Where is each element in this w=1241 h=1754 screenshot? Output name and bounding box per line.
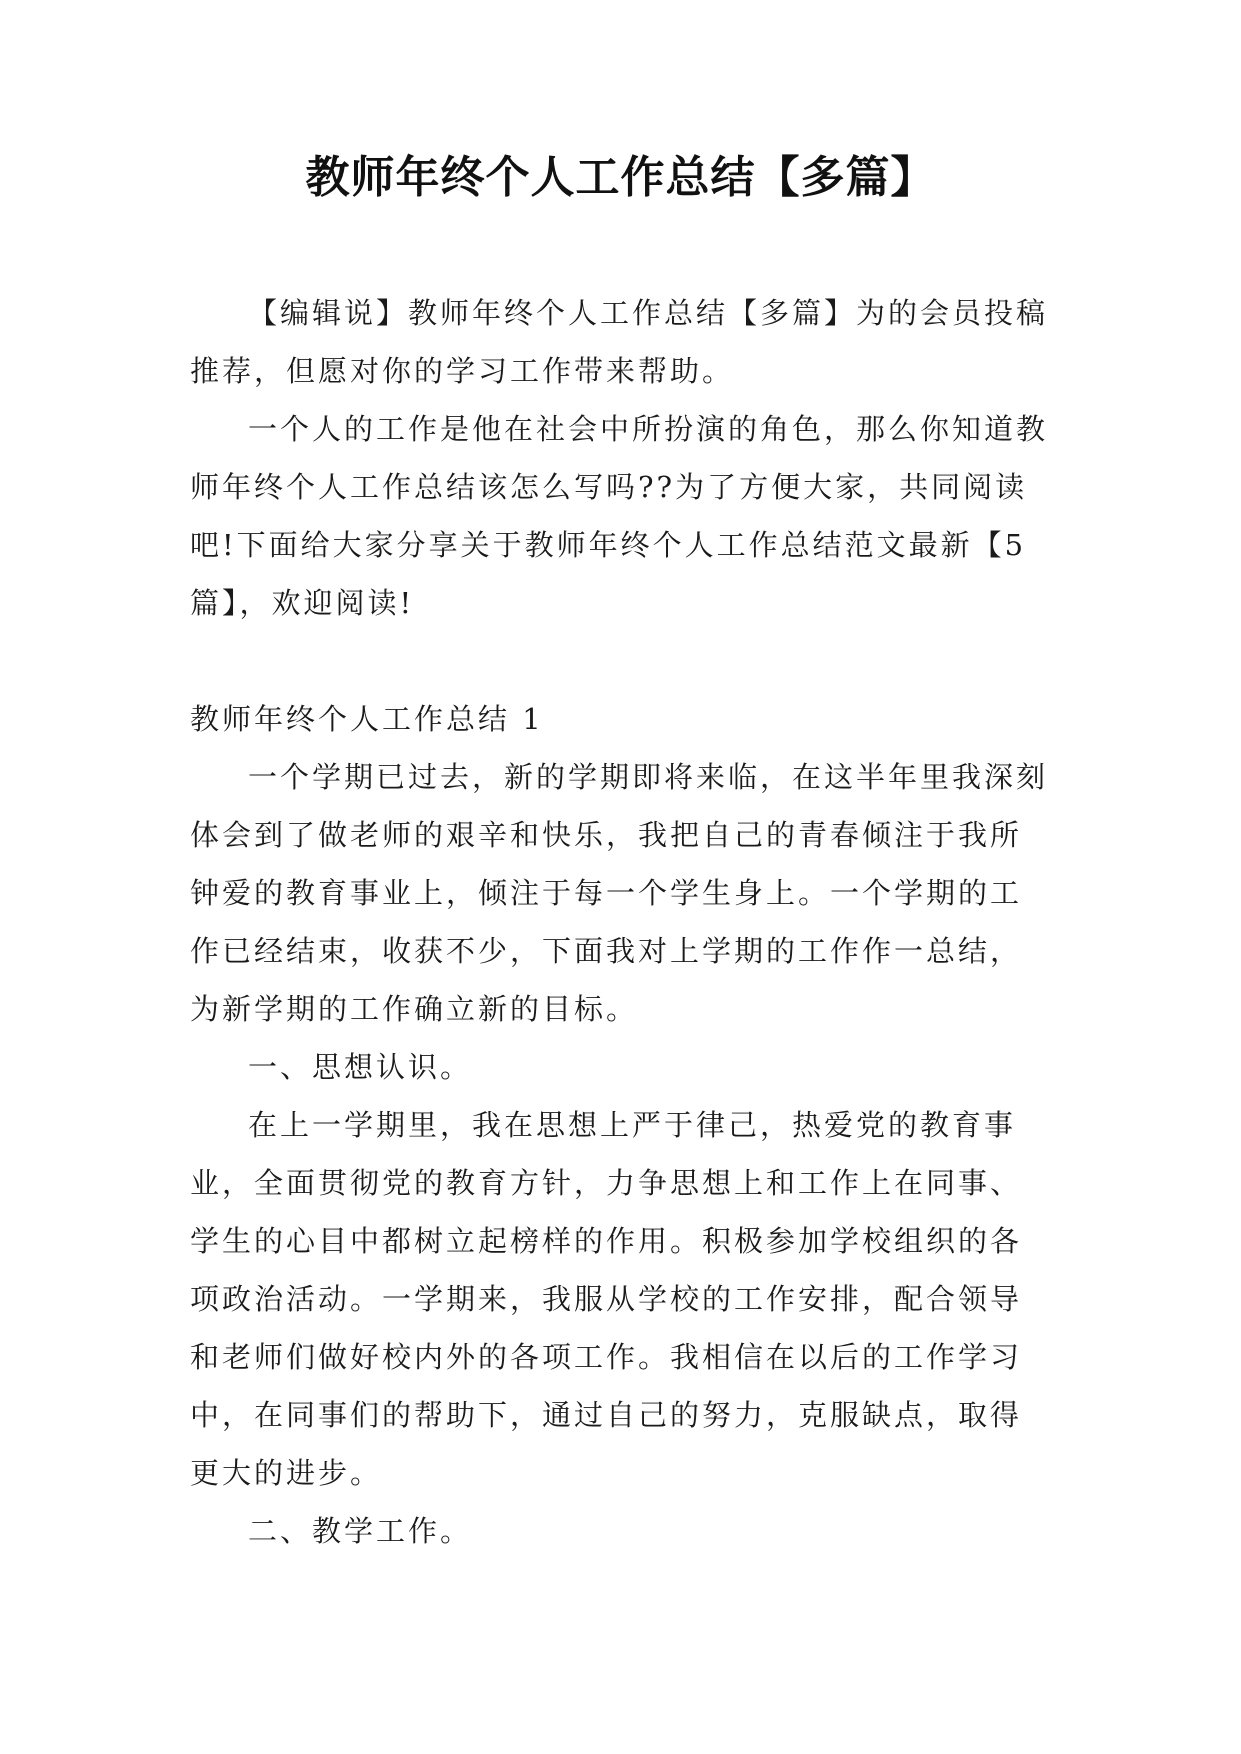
section-heading-1: 一、思想认识。 <box>248 1050 473 1084</box>
document-body <box>190 284 1052 1560</box>
section-title: 教师年终个人工作总结 1 <box>190 702 544 736</box>
document-title: 教师年终个人工作总结【多篇】 <box>305 152 936 203</box>
body-paragraph: 一个学期已过去，新的学期即将来临，在这半年里我深刻体会到了做老师的艰辛和快乐，我把自己的青春倾注于我所钟爱的教育事业上，倾注于每一个学生身上。一个学期的工作已经结束，收获不少，下面我对上学期的工作作一总结，为新学期的工作确立新的目标。 <box>190 760 1049 1026</box>
intro-paragraph: 【编辑说】教师年终个人工作总结【多篇】为的会员投稿推荐，但愿对你的学习工作带来帮助。 <box>190 296 1049 388</box>
lead-paragraph: 一个人的工作是他在社会中所扮演的角色，那么你知道教师年终个人工作总结该怎么写吗??为了方便大家，共同阅读吧!下面给大家分享关于教师年终个人工作总结范文最新【5篇】，欢迎阅读! <box>190 412 1049 620</box>
body-paragraph: 在上一学期里，我在思想上严于律己，热爱党的教育事业，全面贯彻党的教育方针，力争思想上和工作上在同事、学生的心目中都树立起榜样的作用。积极参加学校组织的各项政治活动。一学期来，我服从学校的工作安排，配合领导和老师们做好校内外的各项工作。我相信在以后的工作学习中，在同事们的帮助下，通过自己的努力，克服缺点，取得更大的进步。 <box>190 1108 1023 1490</box>
section-heading-2: 二、教学工作。 <box>248 1514 473 1548</box>
